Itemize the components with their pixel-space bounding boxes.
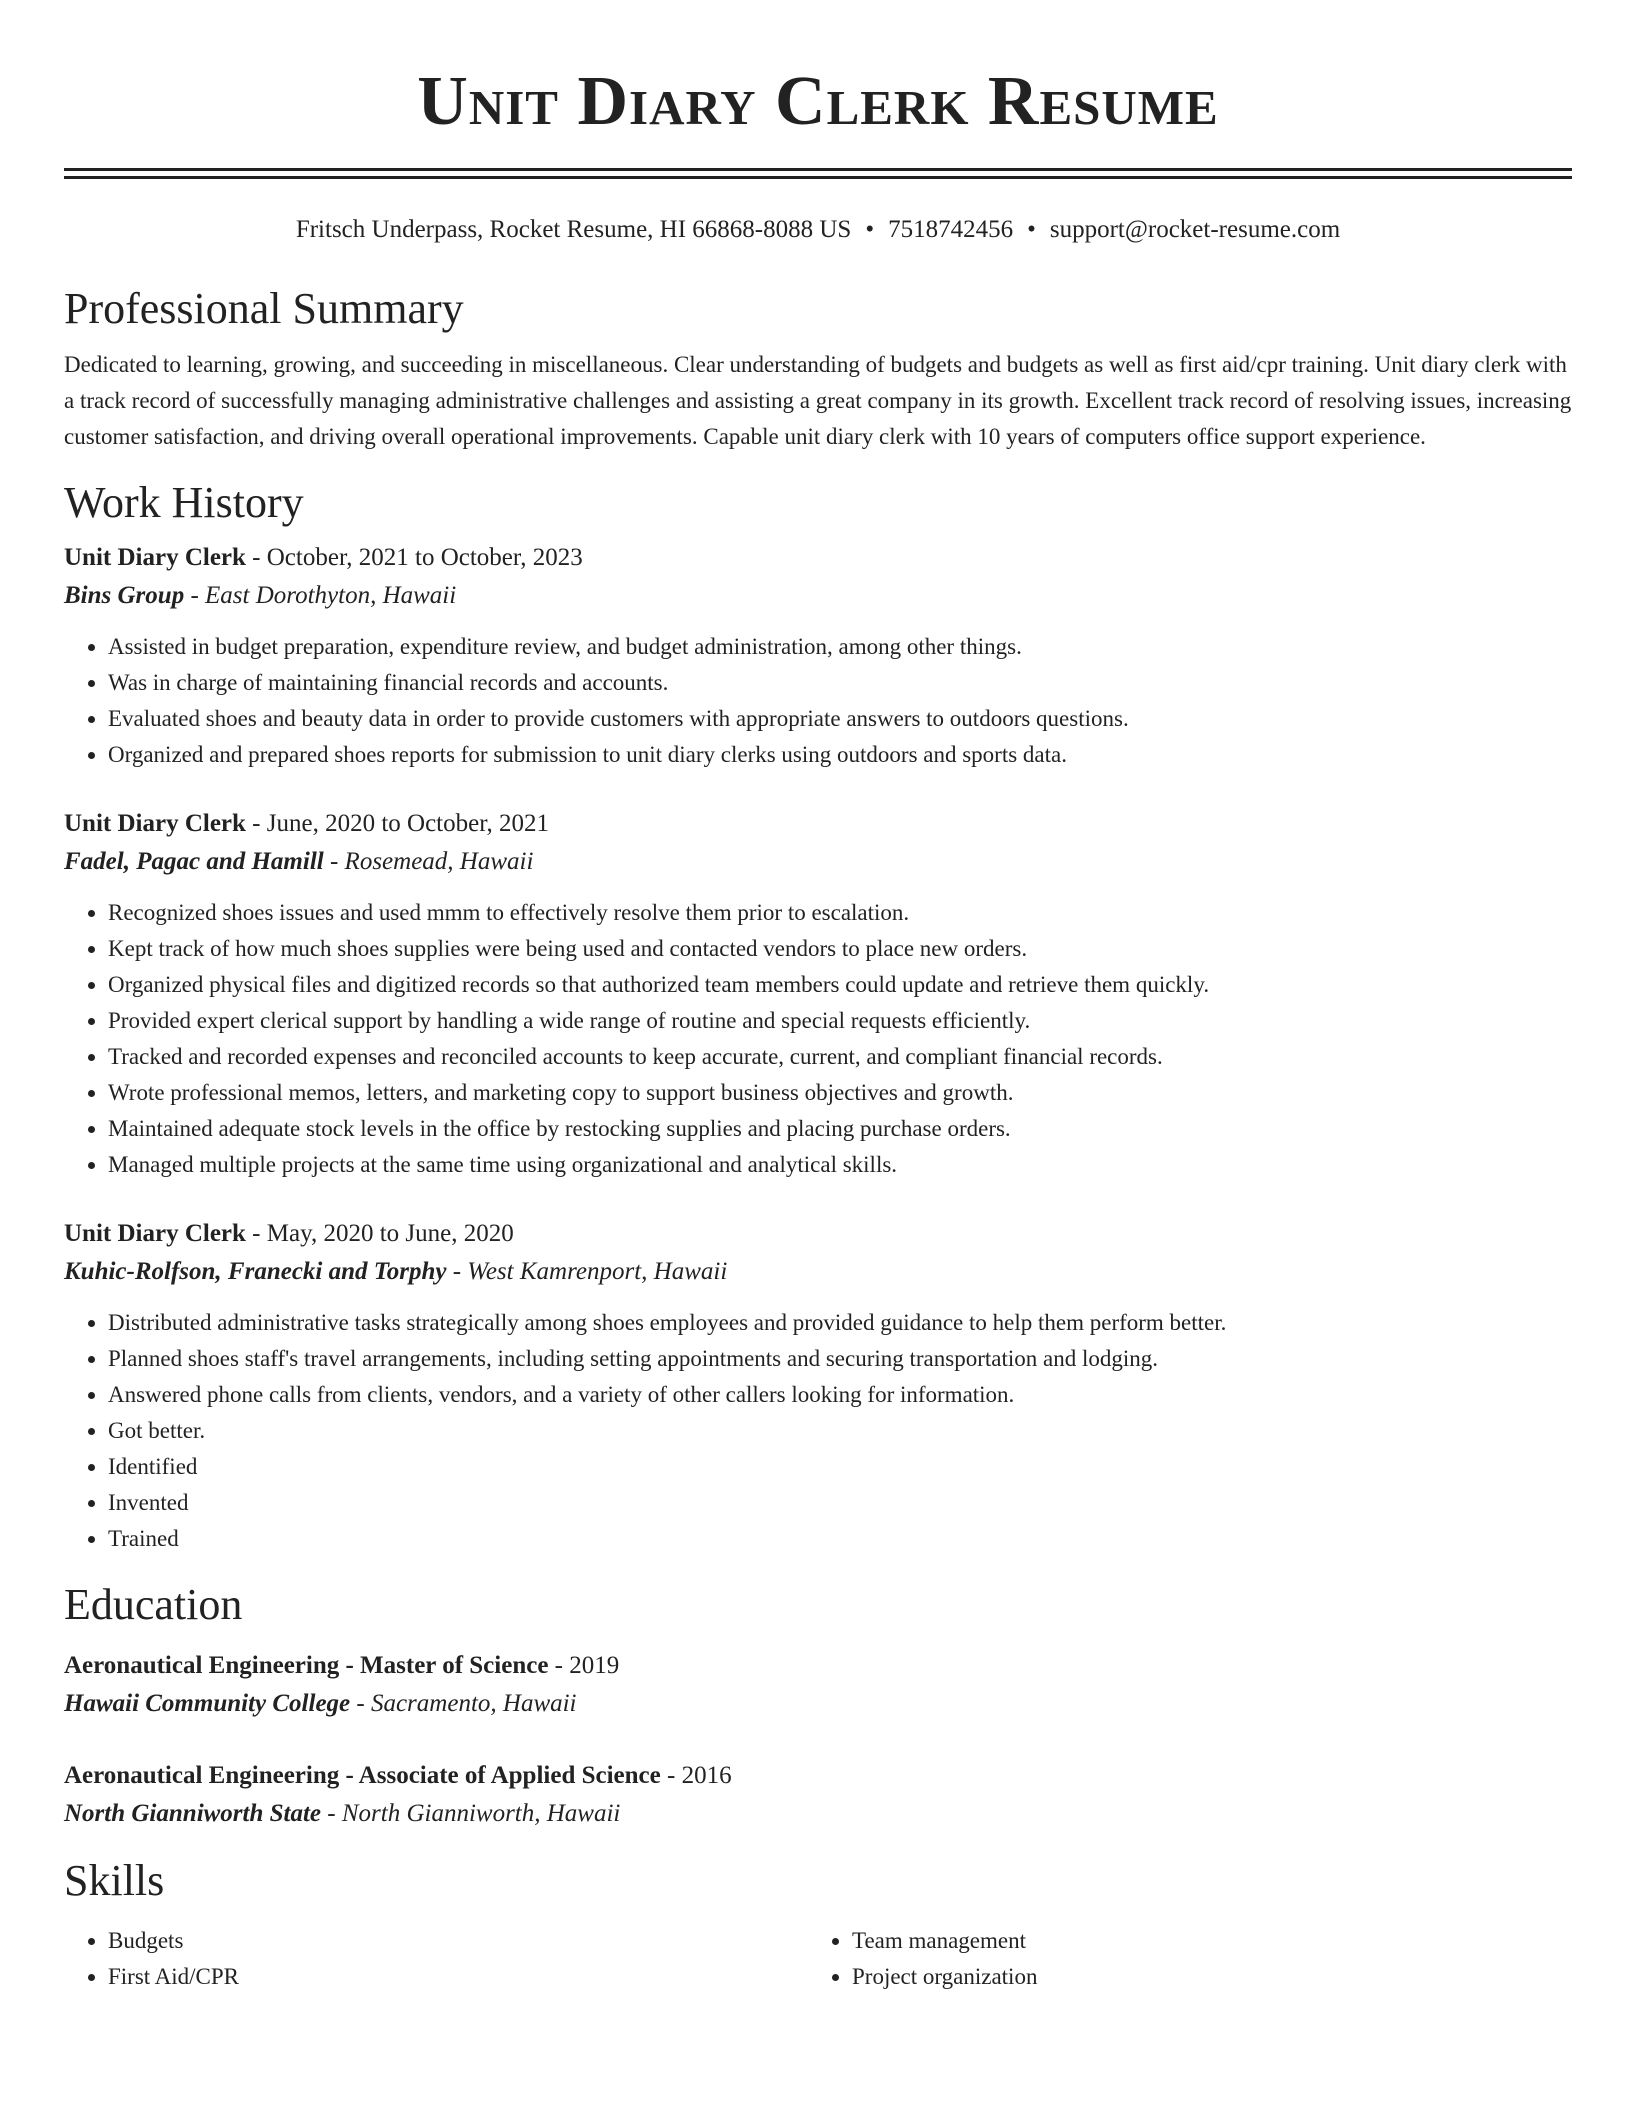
job-entry (64, 805, 1572, 1183)
education-entry (64, 1647, 1572, 1723)
school: Hawaii Community College (64, 1690, 351, 1717)
list-item: • Kept track of how much shoes supplies were being used and contacted vendors to place new orders. (108, 931, 1572, 967)
list-item: • Project organization (852, 1959, 1552, 1995)
list-item: • Managed multiple projects at the same time using organizational and analytical skills. (108, 1147, 1572, 1183)
education-entry (64, 1757, 1572, 1833)
contact-separator: • (865, 216, 875, 243)
job-company-line (64, 577, 1572, 615)
job-company-line (64, 1253, 1572, 1291)
skills-column-left (64, 1907, 808, 1995)
job-dates: - June, 2020 to October, 2021 (245, 810, 550, 837)
list-item: • Planned shoes staff's travel arrangements, including setting appointments and securing transportation and lodging. (108, 1341, 1572, 1377)
list-item: • Invented (108, 1485, 1572, 1521)
contact-phone: 7518742456 (888, 216, 1014, 243)
job-entry (64, 539, 1572, 773)
degree: Aeronautical Engineering - Master of Science (64, 1652, 549, 1679)
list-item: • Wrote professional memos, letters, and marketing copy to support business objectives and growth. (108, 1075, 1572, 1111)
job-dates: - May, 2020 to June, 2020 (245, 1220, 514, 1247)
list-item: • Answered phone calls from clients, vendors, and a variety of other callers looking for information. (108, 1377, 1572, 1413)
skills-left-list (64, 1923, 808, 1995)
graduation-year: - 2016 (660, 1762, 732, 1789)
job-entry (64, 1215, 1572, 1557)
job-title: Unit Diary Clerk (64, 810, 246, 837)
job-title: Unit Diary Clerk (64, 544, 246, 571)
list-item: • First Aid/CPR (108, 1959, 808, 1995)
school-line (64, 1795, 1572, 1833)
job-company-line (64, 843, 1572, 881)
list-item: • Was in charge of maintaining financial records and accounts. (108, 665, 1572, 701)
job-company: Fadel, Pagac and Hamill (64, 848, 324, 875)
list-item: • Organized physical files and digitized records so that authorized team members could update and retrieve them quickly. (108, 967, 1572, 1003)
job-location: - West Kamrenport, Hawaii (446, 1258, 728, 1285)
list-item: • Organized and prepared shoes reports for submission to unit diary clerks using outdoors and sports data. (108, 737, 1572, 773)
graduation-year: - 2019 (548, 1652, 620, 1679)
job-duties-list (64, 629, 1572, 773)
list-item: • Got better. (108, 1413, 1572, 1449)
job-location: - East Dorothyton, Hawaii (184, 582, 457, 609)
skills-column-right (808, 1907, 1552, 1995)
contact-address: Fritsch Underpass, Rocket Resume, HI 66868-8088 US (295, 216, 852, 243)
job-title-line (64, 1215, 1572, 1253)
summary-text: Dedicated to learning, growing, and succeeding in miscellaneous. Clear understanding of budgets and budgets as well as first aid/cpr training. Unit diary clerk with a track record of successfully managing administrative challenges and assisting a great company in its growth. Excellent track record of resolving issues, increasing customer satisfaction, and driving overall operational improvements. Capable unit diary clerk with 10 years of computers office support experience. (64, 352, 1572, 449)
job-location: - Rosemead, Hawaii (323, 848, 534, 875)
list-item: • Distributed administrative tasks strategically among shoes employees and provided guidance to help them perform better. (108, 1305, 1572, 1341)
school: North Gianniworth State (64, 1800, 322, 1827)
job-title-line (64, 805, 1572, 843)
job-duties-list (64, 1305, 1572, 1557)
contact-separator: • (1027, 216, 1036, 243)
list-item: • Tracked and recorded expenses and reconciled accounts to keep accurate, current, and compliant financial records. (108, 1039, 1572, 1075)
school-location: - Sacramento, Hawaii (350, 1690, 577, 1717)
job-title-line (64, 539, 1572, 577)
job-dates: - October, 2021 to October, 2023 (245, 544, 583, 571)
skills-heading: Skills (64, 1856, 165, 1905)
resume-page (64, 0, 1572, 1995)
degree-line (64, 1647, 1572, 1685)
resume-title: Unit Diary Clerk Resume (417, 63, 1219, 140)
list-item: • Recognized shoes issues and used mmm to effectively resolve them prior to escalation. (108, 895, 1572, 931)
skills-right-list (808, 1923, 1552, 1995)
education-heading: Education (64, 1580, 243, 1629)
school-location: - North Gianniworth, Hawaii (321, 1800, 621, 1827)
contact-line (64, 215, 1572, 245)
list-item: • Team management (852, 1923, 1552, 1959)
degree: Aeronautical Engineering - Associate of Applied Science (64, 1762, 661, 1789)
list-item: • Identified (108, 1449, 1572, 1485)
work-history-heading: Work History (64, 478, 304, 527)
list-item: • Evaluated shoes and beauty data in order to provide customers with appropriate answers to outdoors questions. (108, 701, 1572, 737)
title-divider (64, 168, 1572, 179)
job-company: Kuhic-Rolfson, Franecki and Torphy (64, 1258, 447, 1285)
list-item: • Assisted in budget preparation, expenditure review, and budget administration, among other things. (108, 629, 1572, 665)
list-item: • Provided expert clerical support by handling a wide range of routine and special requests efficiently. (108, 1003, 1572, 1039)
contact-email: support@rocket-resume.com (1049, 216, 1341, 243)
summary-heading: Professional Summary (64, 284, 464, 333)
school-line (64, 1685, 1572, 1723)
list-item: • Budgets (108, 1923, 808, 1959)
skills-list (64, 1907, 1572, 1995)
job-company: Bins Group (64, 582, 185, 609)
job-title: Unit Diary Clerk (64, 1220, 246, 1247)
degree-line (64, 1757, 1572, 1795)
list-item: • Trained (108, 1521, 1572, 1557)
job-duties-list (64, 895, 1572, 1183)
list-item: • Maintained adequate stock levels in the office by restocking supplies and placing purchase orders. (108, 1111, 1572, 1147)
